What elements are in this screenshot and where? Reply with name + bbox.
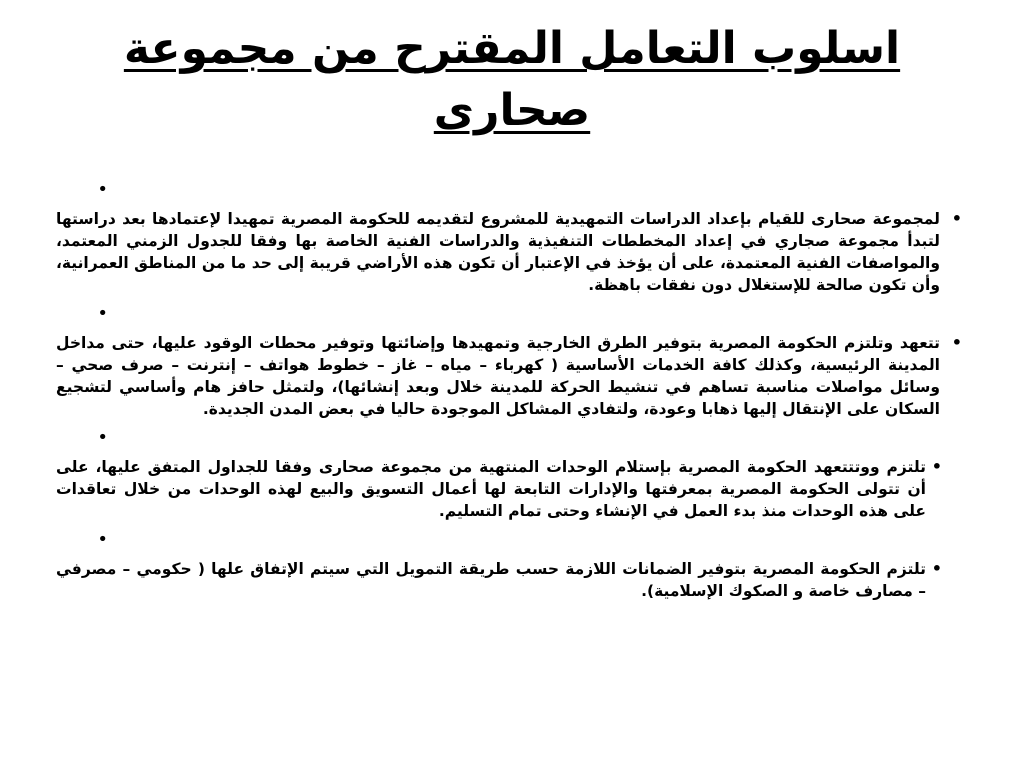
empty-bullet xyxy=(56,178,966,208)
slide-title: اسلوب التعامل المقترح من مجموعة صحارى xyxy=(123,23,901,136)
bullet-item: • لمجموعة صحارى للقيام بإعداد الدراسات التمهيدية للمشروع لتقديمه للحكومة المصرية تمهيدا لإعتمادها بعد دراستها لتبدأ مجموعة صجاري في إعداد المخططات التنفيذية والدراسات الفنية الخاصة بها وفقا للجدول الزمني المعتمد، والمواصفات الفنية المعتمدة، على أن يؤخذ في الإعتبار أن تكون هذه الأراضي قريبة إلى حد ما من المناطق العمرانية، وأن تكون صالحة للإستغلال دون نفقات باهظة. xyxy=(56,208,966,296)
bullet-item: • تلتزم ووتتتعهد الحكومة المصرية بإستلام الوحدات المنتهية من مجموعة صحارى وفقا للجداول المتفق عليها، على أن تتولى الحكومة المصرية بمعرفتها والإدارات التابعة لها أعمال التسويق والبيع لهذه الوحدات من خلال تعاقدات على هذه الوحدات منذ بدء العمل في الإنشاء وحتى تمام التسليم. xyxy=(56,456,966,522)
bullet-item: • تلتزم الحكومة المصرية بتوفير الضمانات اللازمة حسب طريقة التمويل التي سيتم الإتفاق علها ( حكومي – مصرفي – مصارف خاصة و الصكوك الإسلامية). xyxy=(56,558,966,602)
bullet-item: • تتعهد وتلتزم الحكومة المصرية بتوفير الطرق الخارجية وتمهيدها وإضائتها وتوفير محطات الوقود عليها، حتى مداخل المدينة الرئيسية، وكذلك كافة الخدمات الأساسية ( كهرباء – مياه – غاز – خطوط هواتف – إنترنت – صرف صحي – وسائل مواصلات مناسبة تساهم في تنشيط الحركة للمدينة خلال وبعد إنشائها)، ولتمثل حافز هام وأساسي لتشجيع السكان على الإنتقال إليها ذهابا وعودة، ولتفادي المشاكل الموجودة حاليا في بعض المدن الجديدة. xyxy=(56,332,966,420)
empty-bullet xyxy=(56,528,966,558)
empty-bullet xyxy=(56,426,966,456)
bullet-list xyxy=(56,178,966,608)
empty-bullet xyxy=(56,302,966,332)
